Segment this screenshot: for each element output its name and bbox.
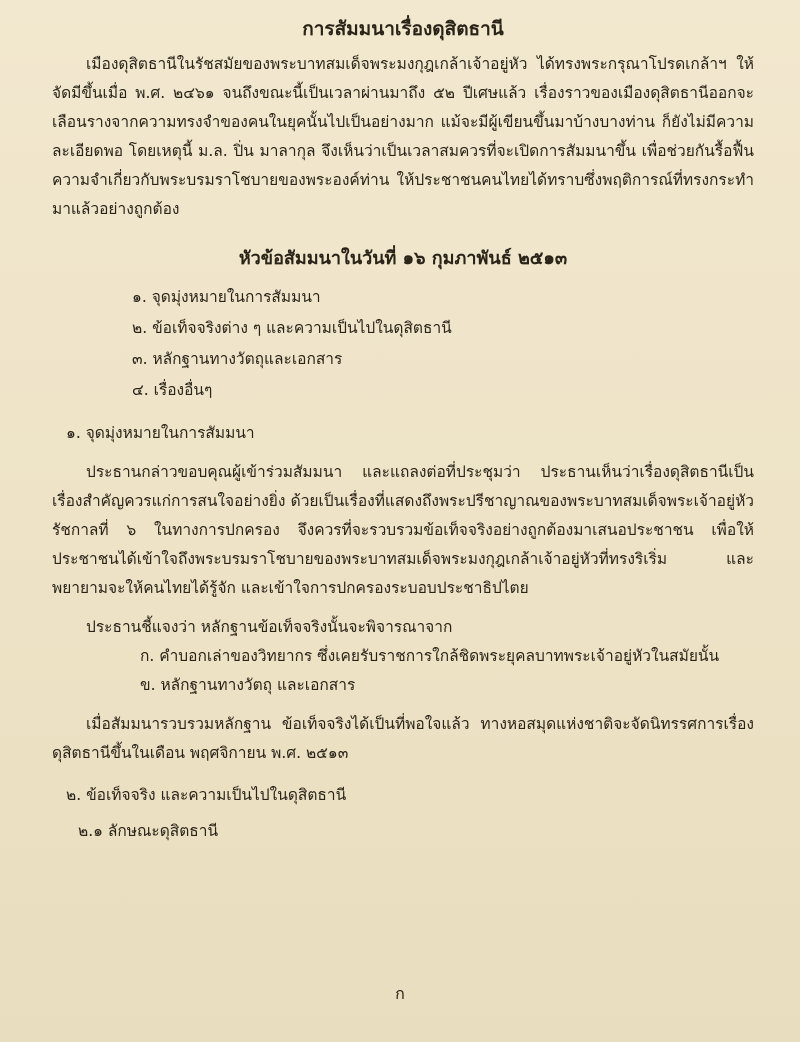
agenda-item: ๑. จุดมุ่งหมายในการสัมมนา [132, 288, 321, 306]
sources-list [52, 642, 754, 700]
section-1-paragraph: ประธานกล่าวขอบคุณผู้เข้าร่วมสัมมนา และแถลงต่อที่ประชุมว่า ประธานเห็นว่าเรื่องดุสิตธานีเป็นเรื่องสำคัญควรแก่การสนใจอย่างยิ่ง ด้วยเป็นเรื่องที่แสดงถึงพระปรีชาญาณของพระบาทสมเด็จพระเจ้าอยู่หัวรัชกาลที่ ๖ ในทางการปกครอง จึงควรที่จะรวบรวมข้อเท็จจริงอย่างถูกต้องมาเสนอประชาชน เพื่อให้ประชาชนได้เข้าใจถึงพระบรมราโชบายของพระบาทสมเด็จพระมงกุฎเกล้าเจ้าอยู่หัวที่ทรงริเริ่ม และพยายามจะให้คนไทยได้รู้จัก และเข้าใจการปกครองระบอบประชาธิปไตย [52, 463, 754, 597]
page-number: ก [395, 984, 405, 1003]
intro-paragraph: เมืองดุสิตธานีในรัชสมัยของพระบาทสมเด็จพระมงกุฎเกล้าเจ้าอยู่หัว ได้ทรงพระกรุณาโปรดเกล้าฯ ให้จัดมีขึ้นเมื่อ พ.ศ. ๒๔๖๑ จนถึงขณะนี้เป็นเวลาผ่านมาถึง ๕๒ ปีเศษแล้ว เรื่องราวของเมืองดุสิตธานีออกจะเลือนรางจากความทรงจำของคนในยุคนั้นไปเป็นอย่างมาก แม้จะมีผู้เขียนขึ้นมาบ้างบางท่าน ก็ยังไม่มีความละเอียดพอ โดยเหตุนี้ ม.ล. ปิ่น มาลากุล จึงเห็นว่าเป็นเวลาสมควรที่จะเปิดการสัมมนาขึ้น เพื่อช่วยกันรื้อฟื้นความจำเกี่ยวกับพระบรมราโชบายของพระองค์ท่าน ให้ประชาชนคนไทยได้ทราบซึ่งพฤติการณ์ที่ทรงกระทำมาแล้วอย่างถูกต้อง [52, 55, 754, 218]
section-1-heading: ๑. จุดมุ่งหมายในการสัมมนา [66, 424, 255, 442]
document-title: การสัมมนาเรื่องดุสิตธานี [302, 18, 504, 40]
section-1-sources-intro: ประธานชี้แจงว่า หลักฐานข้อเท็จจริงนั้นจะพิจารณาจาก [86, 618, 453, 636]
agenda-title: หัวข้อสัมมนาในวันที่ ๑๖ กุมภาพันธ์ ๒๕๑๓ [238, 248, 568, 269]
agenda-item: ๔. เรื่องอื่นๆ [132, 381, 213, 399]
agenda-list [52, 282, 754, 406]
section-2-1-heading: ๒.๑ ลักษณะดุสิตธานี [78, 822, 219, 840]
section-1-closing-paragraph: เมื่อสัมมนารวบรวมหลักฐาน ข้อเท็จจริงได้เป็นที่พอใจแล้ว ทางหอสมุดแห่งชาติจะจัดนิทรรศการเรื่องดุสิตธานีขึ้นในเดือน พฤศจิกายน พ.ศ. ๒๕๑๓ [52, 715, 754, 762]
agenda-item: ๓. หลักฐานทางวัตถุและเอกสาร [132, 350, 343, 368]
agenda-item: ๒. ข้อเท็จจริงต่าง ๆ และความเป็นไปในดุสิตธานี [132, 319, 452, 337]
section-2-heading: ๒. ข้อเท็จจริง และความเป็นไปในดุสิตธานี [66, 786, 347, 804]
source-item: ข. หลักฐานทางวัตถุ และเอกสาร [140, 676, 356, 694]
source-item: ก. คำบอกเล่าของวิทยากร ซึ่งเคยรับราชการใกล้ชิดพระยุคลบาทพระเจ้าอยู่หัวในสมัยนั้น [140, 647, 720, 665]
